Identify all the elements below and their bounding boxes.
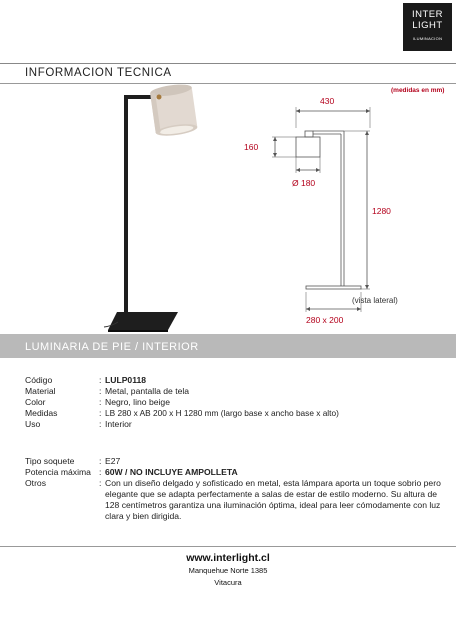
spec-value: E27 <box>105 456 121 466</box>
spec-value: LULP0118 <box>105 375 147 385</box>
dim-shade-height: 160 <box>244 142 259 152</box>
view-label: (vista lateral) <box>352 296 398 305</box>
units-note: (medidas en mm) <box>391 87 445 94</box>
spec-key: Potencia máxima <box>25 467 91 477</box>
spec-value: Metal, pantalla de tela <box>105 386 190 396</box>
spec-key: Uso <box>25 419 41 429</box>
spec-value: Interior <box>105 419 132 429</box>
dim-base: 280 x 200 <box>306 315 344 325</box>
brand-line-1: INTER <box>412 9 443 20</box>
footer-city: Vitacura <box>214 578 242 587</box>
spec-key: Material <box>25 386 56 396</box>
brand-line-3: ILUMINACION <box>412 36 443 41</box>
spec-value: LB 280 x AB 200 x H 1280 mm (largo base x ancho base x alto) <box>105 408 339 418</box>
lamp-shade <box>149 82 198 137</box>
dimension-arrows <box>273 109 370 311</box>
spec-key: Tipo soquete <box>25 456 75 466</box>
footer-url[interactable]: www.interlight.cl <box>186 552 270 564</box>
dim-total-height: 1280 <box>372 206 391 216</box>
category-band <box>0 334 456 358</box>
footer-divider <box>0 546 456 547</box>
category-title: LUMINARIA DE PIE / INTERIOR <box>25 341 199 353</box>
lamp-base <box>108 312 178 330</box>
spec-key: Otros <box>25 478 47 488</box>
spec-value: 60W / NO INCLUYE AMPOLLETA <box>105 467 238 477</box>
lamp-pole <box>124 96 128 312</box>
spec-key: Color <box>25 397 46 407</box>
spec-key: Medidas <box>25 408 58 418</box>
footer-address: Manquehue Norte 1385 <box>188 566 268 575</box>
spec-key: Código <box>25 375 53 385</box>
spec-value: Con un diseño delgado y sofisticado en metal, esta lámpara aporta un toque sobrio pero elegante que se adapta perfectamente a salas de estar de estilo moderno. Su altura de 128 centímetros garantiza una iluminación óptima, ideal para leer cómodamente con luz clara y bien dirigida. <box>105 478 441 521</box>
dim-shade-diameter: Ø 180 <box>292 178 316 188</box>
lamp-photo <box>104 82 198 332</box>
section-title: INFORMACION TECNICA <box>25 67 172 79</box>
spec-value: Negro, lino beige <box>105 397 170 407</box>
dim-width: 430 <box>320 96 335 106</box>
brand-line-2: LIGHT <box>412 20 443 31</box>
side-view-drawing <box>272 107 370 312</box>
